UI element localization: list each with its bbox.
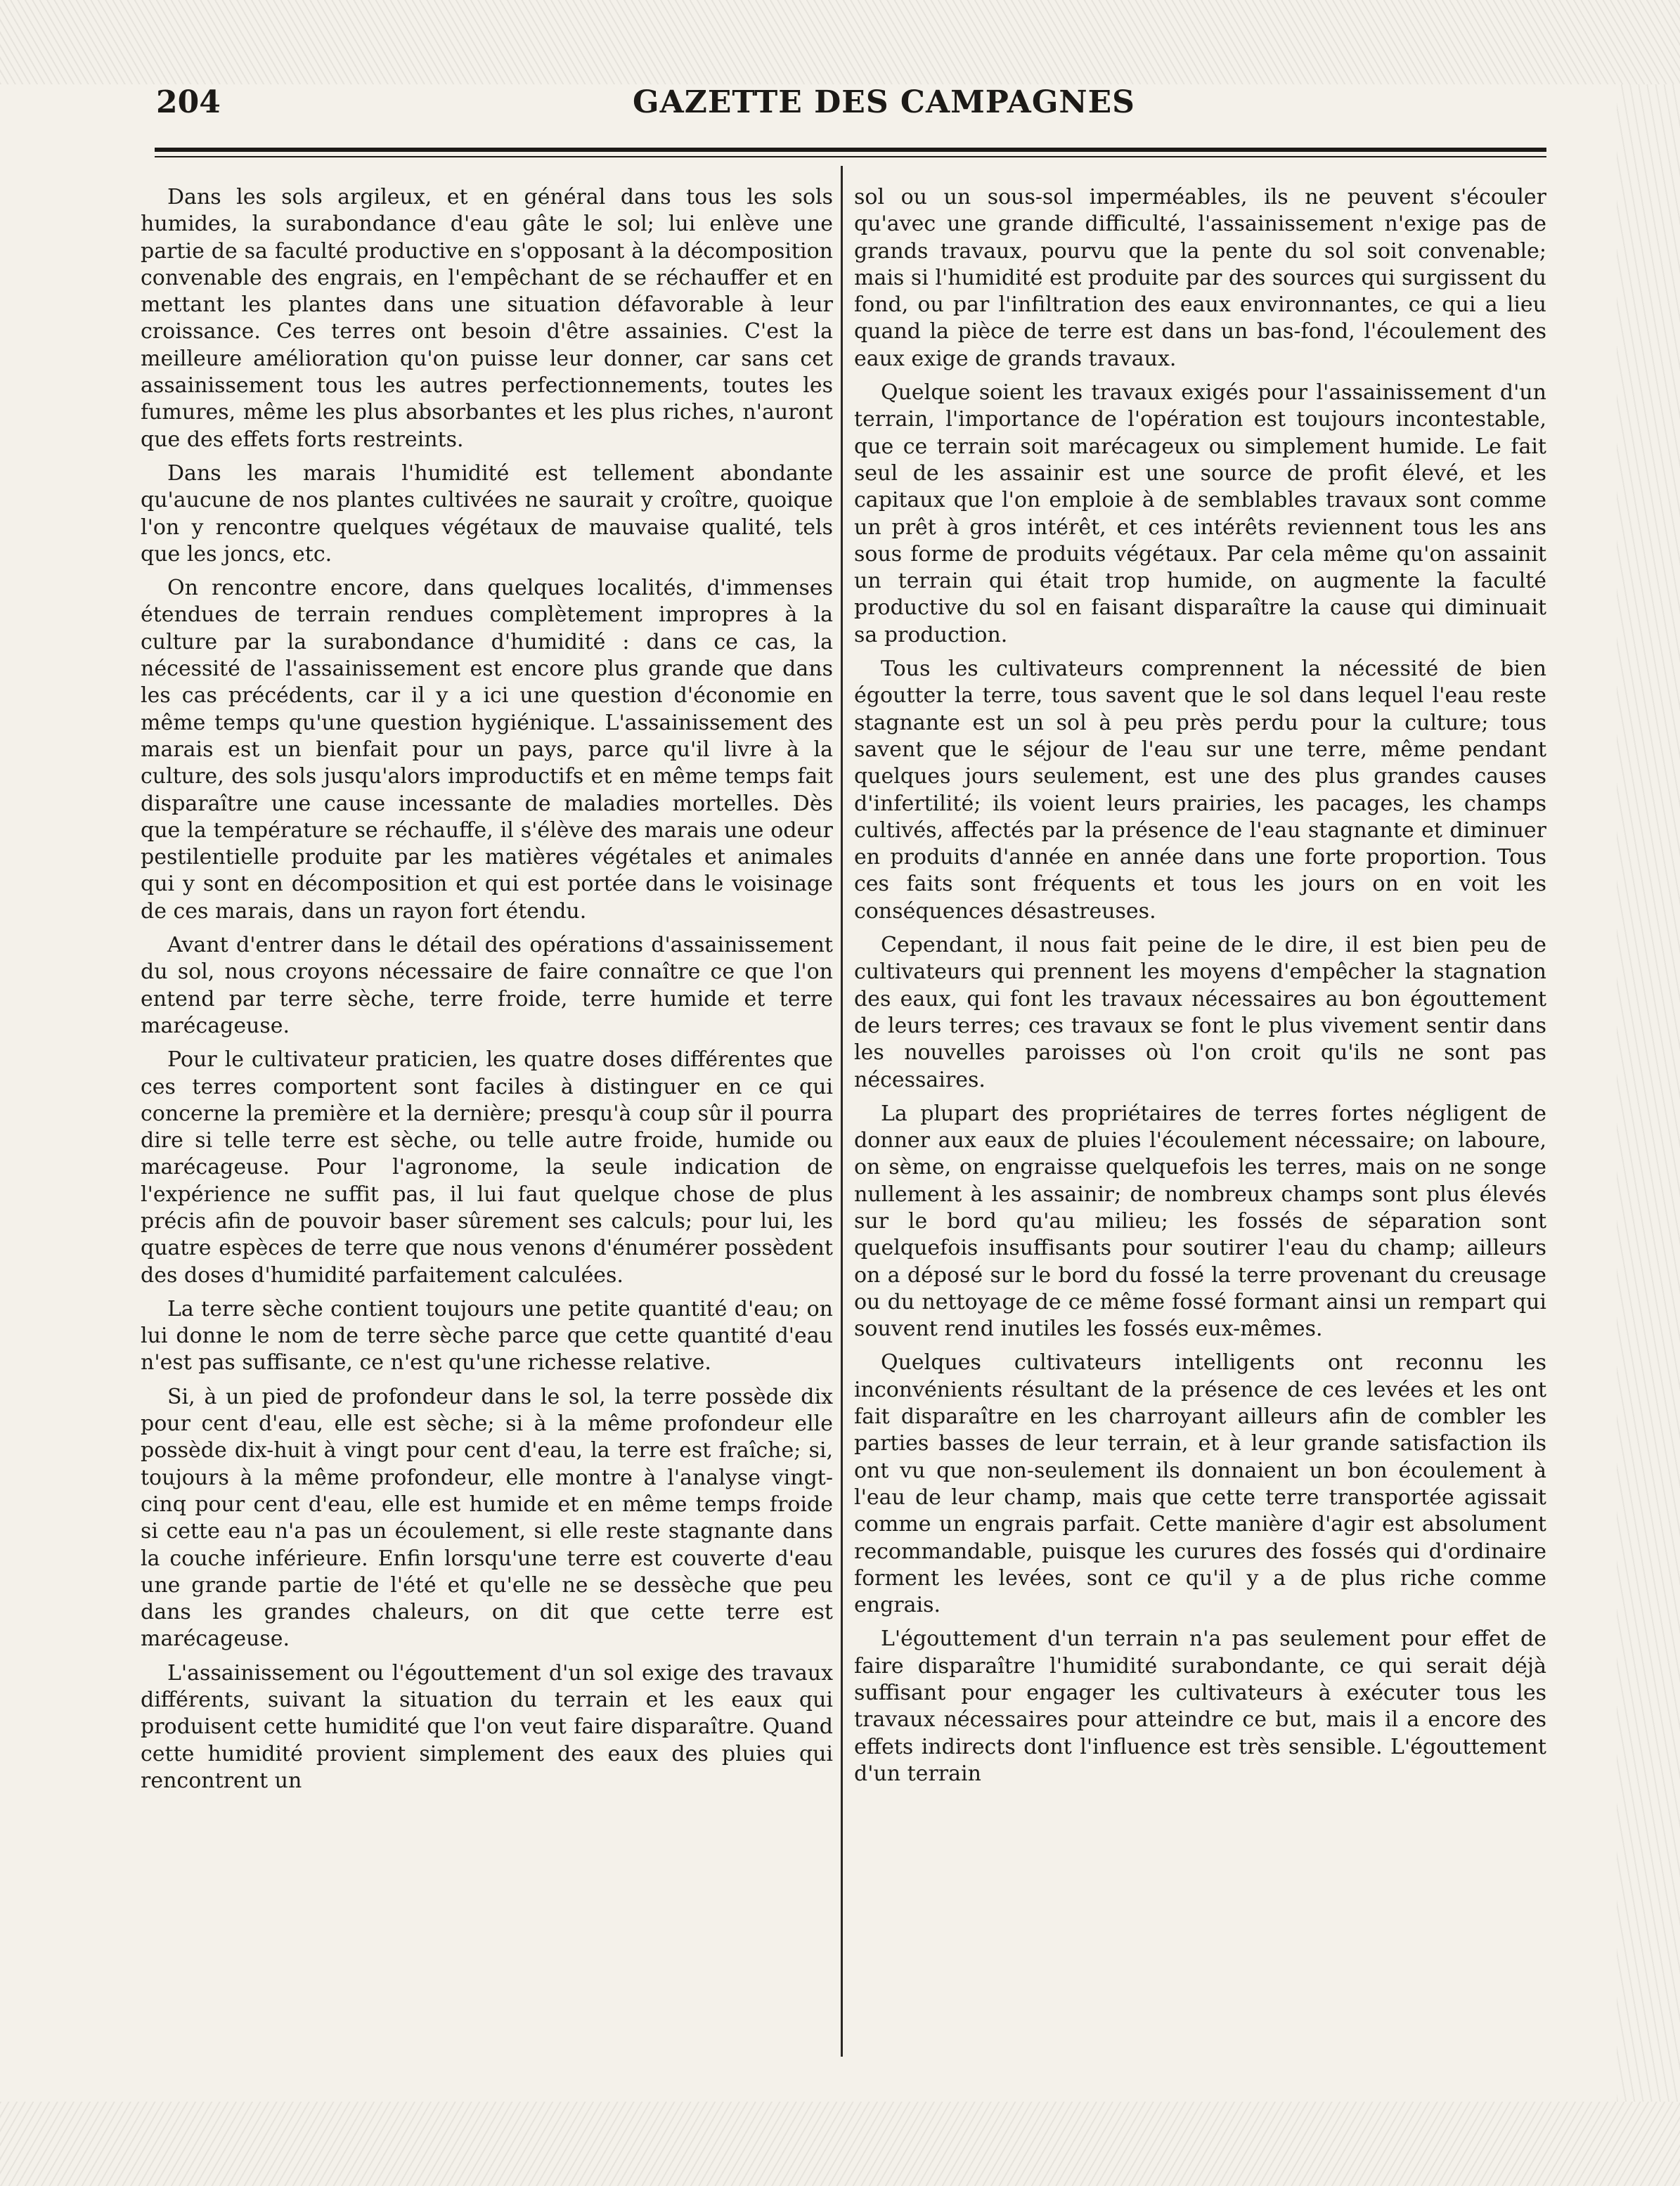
paragraph-continued: sol ou un sous-sol imperméables, ils ne peuvent s'écouler qu'avec une grande difficulté, l'assainissement n'exige pas de grands travaux, pourvu que la pente du sol soit convenable; mais si l'humidité est produite par des sources qui surgissent du fond, ou par l'infiltration des eaux environnantes, ce qui a lieu quand la pièce de terre est dans un bas-fond, l'écoulement des eaux exige de grands travaux. bbox=[854, 185, 1546, 371]
paragraph: Avant d'entrer dans le détail des opérations d'assainissement du sol, nous croyons nécessaire de faire connaître ce que l'on entend par terre sèche, terre froide, terre humide et terre marécageuse. bbox=[141, 933, 833, 1038]
header-rule-thick bbox=[155, 148, 1546, 152]
column-divider bbox=[841, 166, 843, 2057]
right-column bbox=[854, 184, 1546, 2047]
paragraph: Dans les marais l'humidité est tellement abondante qu'aucune de nos plantes cultivées ne saurait y croître, quoique l'on y rencontre quelques végétaux de mauvaise qualité, tels que les joncs, etc. bbox=[141, 460, 833, 567]
scan-noise-bottom bbox=[0, 2102, 1680, 2186]
paragraph: Tous les cultivateurs comprennent la nécessité de bien égoutter la terre, tous savent que le sol dans lequel l'eau reste stagnante est un sol à peu près perdu pour la culture; tous savent que le séjour de l'eau sur une terre, même pendant quelques jours seulement, est une des plus grandes causes d'infertilité; ils voient leurs prairies, les pacages, les champs cultivés, affectés par la présence de l'eau stagnante et diminuer en produits d'année en année dans une forte proportion. Tous ces faits sont fréquents et tous les jours on en voit les conséquences désastreuses. bbox=[854, 657, 1546, 924]
paragraph: On rencontre encore, dans quelques localités, d'immenses étendues de terrain rendues complètement impropres à la culture par la surabondance d'humidité : dans ce cas, la nécessité de l'assainissement est encore plus grande que dans les cas précédents, car il y a ici une question d'économie en même temps qu'une question hygiénique. L'assainissement des marais est un bienfait pour un pays, parce qu'il livre à la culture, des sols jusqu'alors improductifs et en même temps fait disparaître une cause incessante de maladies mortelles. Dès que la température se réchauffe, il s'élève des marais une odeur pestilentielle produite par les matières végétales et animales qui y sont en décomposition et qui est portée dans le voisinage de ces marais, dans un rayon fort étendu. bbox=[141, 576, 833, 924]
paragraph: Si, à un pied de profondeur dans le sol, la terre possède dix pour cent d'eau, elle est sèche; si à la même profondeur elle possède dix-huit à vingt pour cent d'eau, la terre est fraîche; si, toujours à la même profondeur, elle montre à l'analyse vingt-cinq pour cent d'eau, elle est humide et en même temps froide si cette eau n'a pas un écoulement, si elle reste stagnante dans la couche inférieure. Enfin lorsqu'une terre est couverte d'eau une grande partie de l'été et qu'elle ne se dessèche que peu dans les grandes chaleurs, on dit que cette terre est marécageuse. bbox=[141, 1384, 833, 1652]
paragraph: La plupart des propriétaires de terres fortes négligent de donner aux eaux de pluies l'écoulement nécessaire; on laboure, on sème, on engraisse quelquefois les terres, mais on ne songe nullement à les assainir; de nombreux champs sont plus élevés sur le bord qu'au milieu; les fossés de séparation sont quelquefois insuffisants pour soutirer l'eau du champ; ailleurs on a déposé sur le bord du fossé la terre provenant du creusage ou du nettoyage de ce même fossé formant ainsi un rempart qui souvent rend inutiles les fossés eux-mêmes. bbox=[854, 1101, 1546, 1342]
left-column bbox=[141, 184, 833, 2047]
paragraph: L'assainissement ou l'égouttement d'un sol exige des travaux différents, suivant la situation du terrain et les eaux qui produisent cette humidité que l'on veut faire disparaître. Quand cette humidité provient simplement des eaux des pluies qui rencontrent un bbox=[141, 1660, 833, 1793]
paragraph: Dans les sols argileux, et en général dans tous les sols humides, la surabondance d'eau gâte le sol; lui enlève une partie de sa faculté productive en s'opposant à la décomposition convenable des engrais, en l'empêchant de se réchauffer et en mettant les plantes dans une situation défavorable à leur croissance. Ces terres ont besoin d'être assainies. C'est la meilleure amélioration qu'on puisse leur donner, car sans cet assainissement tous les autres perfectionnements, toutes les fumures, même les plus absorbantes et les plus riches, n'auront que des effets forts restreints. bbox=[141, 185, 833, 452]
paragraph: Pour le cultivateur praticien, les quatre doses différentes que ces terres comportent sont faciles à distinguer en ce qui concerne la première et la dernière; presqu'à coup sûr il pourra dire si telle terre est sèche, ou telle autre froide, humide ou marécageuse. Pour l'agronome, la seule indication de l'expérience ne suffit pas, il lui faut quelque chose de plus précis afin de pouvoir baser sûrement ses calculs; pour lui, les quatre espèces de terre que nous venons d'énumérer possèdent des doses d'humidité parfaitement calculées. bbox=[141, 1047, 833, 1288]
running-head-title: GAZETTE DES CAMPAGNES bbox=[633, 84, 1135, 120]
scan-noise-right bbox=[1617, 84, 1680, 2102]
scan-noise-top bbox=[0, 0, 1680, 84]
paragraph: Cependant, il nous fait peine de le dire, il est bien peu de cultivateurs qui prennent les moyens d'empêcher la stagnation des eaux, qui font les travaux nécessaires au bon égouttement de leurs terres; ces travaux se font le plus vivement sentir dans les nouvelles paroisses où l'on croit qu'ils ne sont pas nécessaires. bbox=[854, 933, 1546, 1092]
paragraph: La terre sèche contient toujours une petite quantité d'eau; on lui donne le nom de terre sèche parce que cette quantité d'eau n'est pas suffisante, ce n'est qu'une richesse relative. bbox=[141, 1296, 833, 1376]
paragraph: Quelques cultivateurs intelligents ont reconnu les inconvénients résultant de la présence de ces levées et les ont fait disparaître en les charroyant ailleurs afin de combler les parties basses de leur terrain, et à leur grande satisfaction ils ont vu que non-seulement ils donnaient un bon écoulement à l'eau de leur champ, mais que cette terre transportée agissait comme un engrais parfait. Cette manière d'agir est absolument recommandable, puisque les curures des fossés qui d'ordinaire forment les levées, sont ce qu'il y a de plus riche comme engrais. bbox=[854, 1350, 1546, 1618]
paragraph: Quelque soient les travaux exigés pour l'assainissement d'un terrain, l'importance de l'opération est toujours incontestable, que ce terrain soit marécageux ou simplement humide. Le fait seul de les assainir est une source de profit élevé, et les capitaux que l'on emploie à de semblables travaux sont comme un prêt à gros intérêt, et ces intérêts reviennent tous les ans sous forme de produits végétaux. Par cela même qu'on assainit un terrain qui était trop humide, on augmente la faculté productive du sol en faisant disparaître la cause qui diminuait sa production. bbox=[854, 380, 1546, 647]
page-number: 204 bbox=[156, 84, 221, 120]
paragraph: L'égouttement d'un terrain n'a pas seulement pour effet de faire disparaître l'humidité surabondante, ce qui serait déjà suffisant pour engager les cultivateurs à exécuter tous les travaux nécessaires pour atteindre ce but, mais il a encore des effets indirects dont l'influence est très sensible. L'égouttement d'un terrain bbox=[854, 1626, 1546, 1786]
header-rule-thin bbox=[155, 156, 1546, 157]
